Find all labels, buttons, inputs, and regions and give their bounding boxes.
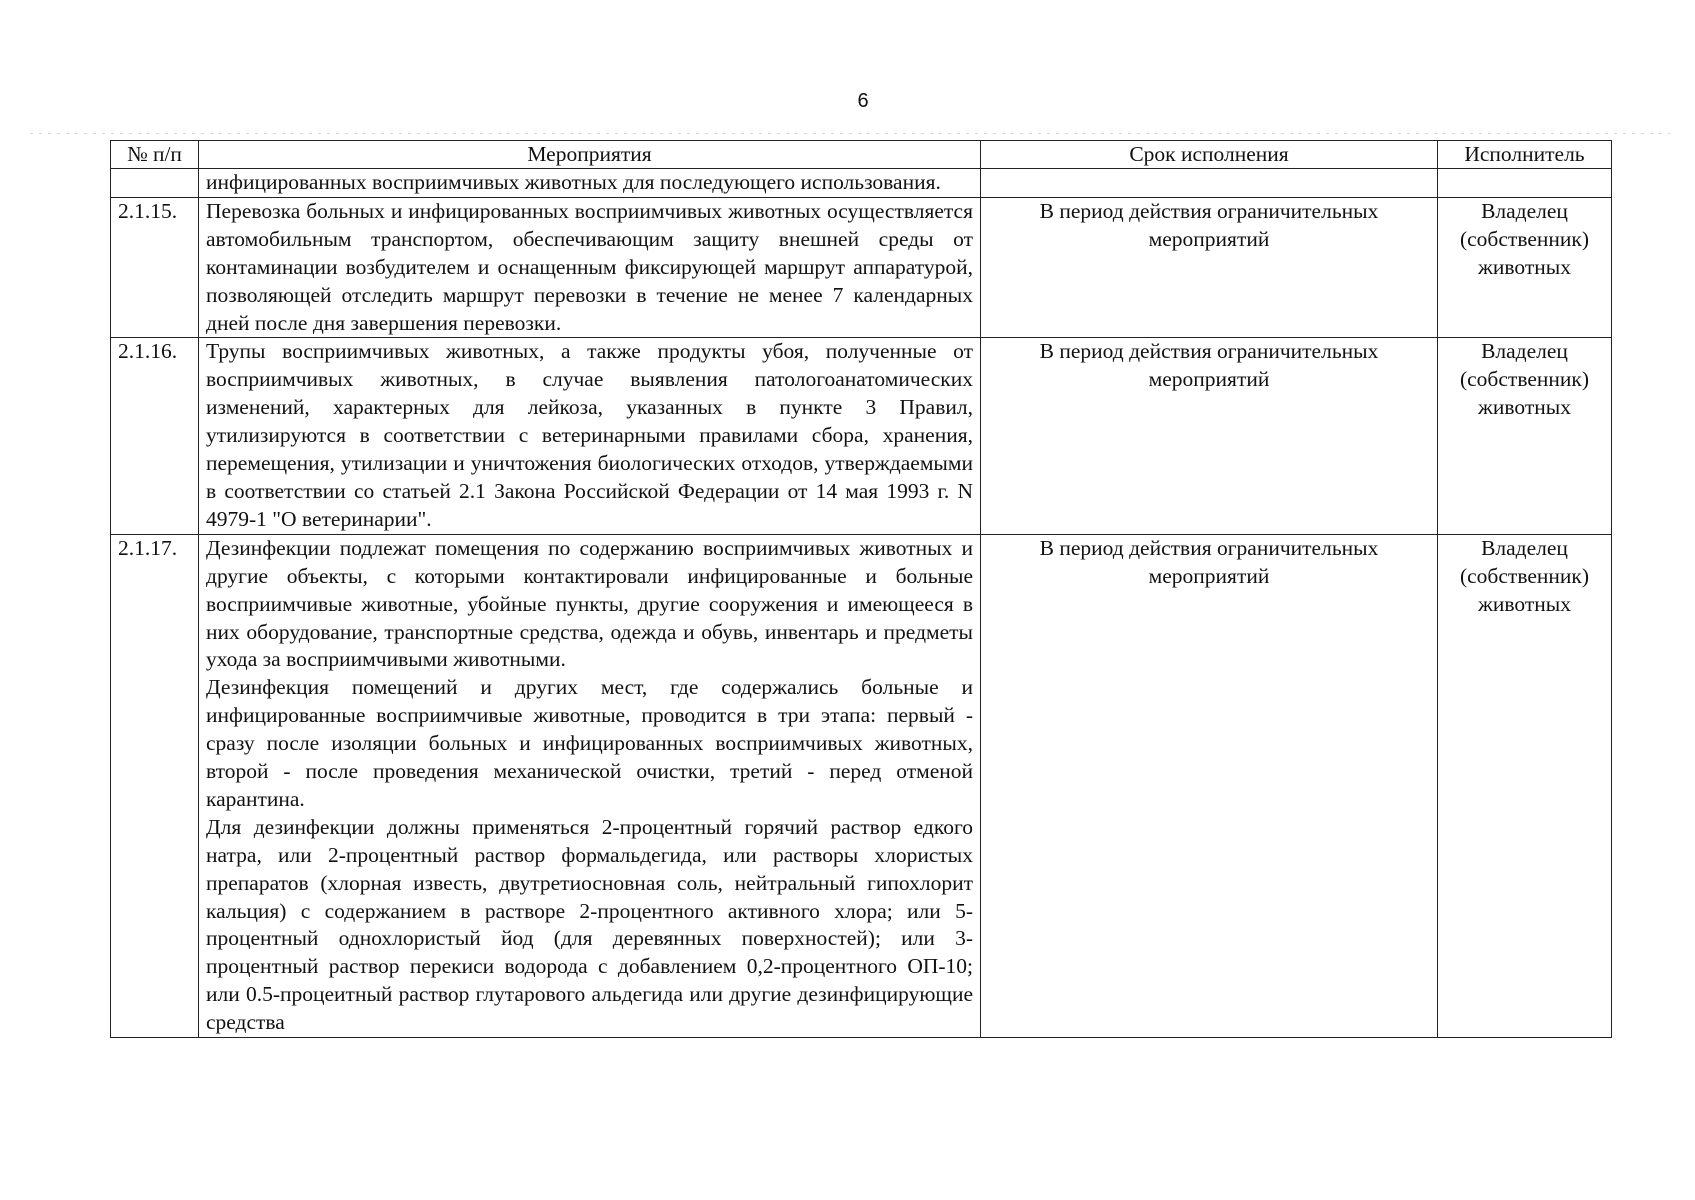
row-term: В период действия ограничительных мероприятий [981,338,1438,534]
row-num: 2.1.16. [111,338,199,534]
action-paragraph: инфицированных восприимчивых животных для последующего использования. [206,170,941,194]
table-header-row [111,141,1612,169]
table-row [111,534,1612,1037]
header-num: № п/п [111,141,199,169]
action-paragraph: Дезинфекции подлежат помещения по содержанию восприимчивых животных и другие объекты, с которыми контактировали инфицированные и больные восприимчивые животные, убойные пункты, другие сооружения и имеющееся в них оборудование, транспортные средства, одежда и обувь, инвентарь и предметы ухода за восприимчивыми животными. [206,535,973,672]
row-num: 2.1.15. [111,197,199,338]
row-num: 2.1.17. [111,534,199,1037]
header-executor: Исполнитель [1438,141,1612,169]
row-term [981,169,1438,198]
row-executor [1438,169,1612,198]
header-action: Мероприятия [199,141,981,169]
row-term: В период действия ограничительных мероприятий [981,197,1438,338]
row-term: В период действия ограничительных мероприятий [981,534,1438,1037]
row-executor: Владелец (собственник) животных [1438,338,1612,534]
table-row [111,197,1612,338]
header-term: Срок исполнения [981,141,1438,169]
page-number: 6 [857,90,869,112]
action-paragraph: Перевозка больных и инфицированных восприимчивых животных осуществляется автомобильным транспортом, обеспечивающим защиту внешней среды от контаминации возбудителем и оснащенным фиксирующей маршрут аппаратурой, позволяющей отследить маршрут перевозки в течение не менее 7 календарных дней после дня завершения перевозки. [206,198,973,335]
scan-artifact-line [30,133,1670,134]
row-action [199,534,981,1037]
row-action [199,169,981,198]
row-action [199,197,981,338]
action-paragraph: Дезинфекция помещений и других мест, где содержались больные и инфицированные восприимчивые животные, проводится в три этапа: первый - сразу после изоляции больных и инфицированных восприимчивых животных, второй - после проведения механической очистки, третий - перед отменой карантина. [206,675,973,811]
table-row [111,169,1612,198]
row-action [199,338,981,534]
measures-table [110,140,1612,1038]
row-executor: Владелец (собственник) животных [1438,197,1612,338]
row-executor: Владелец (собственник) животных [1438,534,1612,1037]
action-paragraph: Для дезинфекции должны применяться 2-процентный горячий раствор едкого натра, или 2-процентный раствор формальдегида, или растворы хлористых препаратов (хлорная известь, двутретиосновная соль, нейтральный гипохлорит кальция) с содержанием в растворе 2-процентного активного хлора; или 5-процентный однохлористый йод (для деревянных поверхностей); или 3-процентный раствор перекиси водорода с добавлением 0,2-процентного ОП-10; или 0.5-процеитный раствор глутарового альдегида или другие дезинфицирующие средства [206,814,973,1035]
table-row [111,338,1612,534]
row-num [111,169,199,198]
action-paragraph: Трупы восприимчивых животных, а также продукты убоя, полученные от восприимчивых животных, в случае выявления патологоанатомических изменений, характерных для лейкоза, указанных в пункте 3 Правил, утилизируются в соответствии с ветеринарными правилами сбора, хранения, перемещения, утилизации и уничтожения биологических отходов, утверждаемыми в соответствии со статьей 2.1 Закона Российской Федерации от 14 мая 1993 г. N 4979-1 "О ветеринарии". [206,339,973,531]
